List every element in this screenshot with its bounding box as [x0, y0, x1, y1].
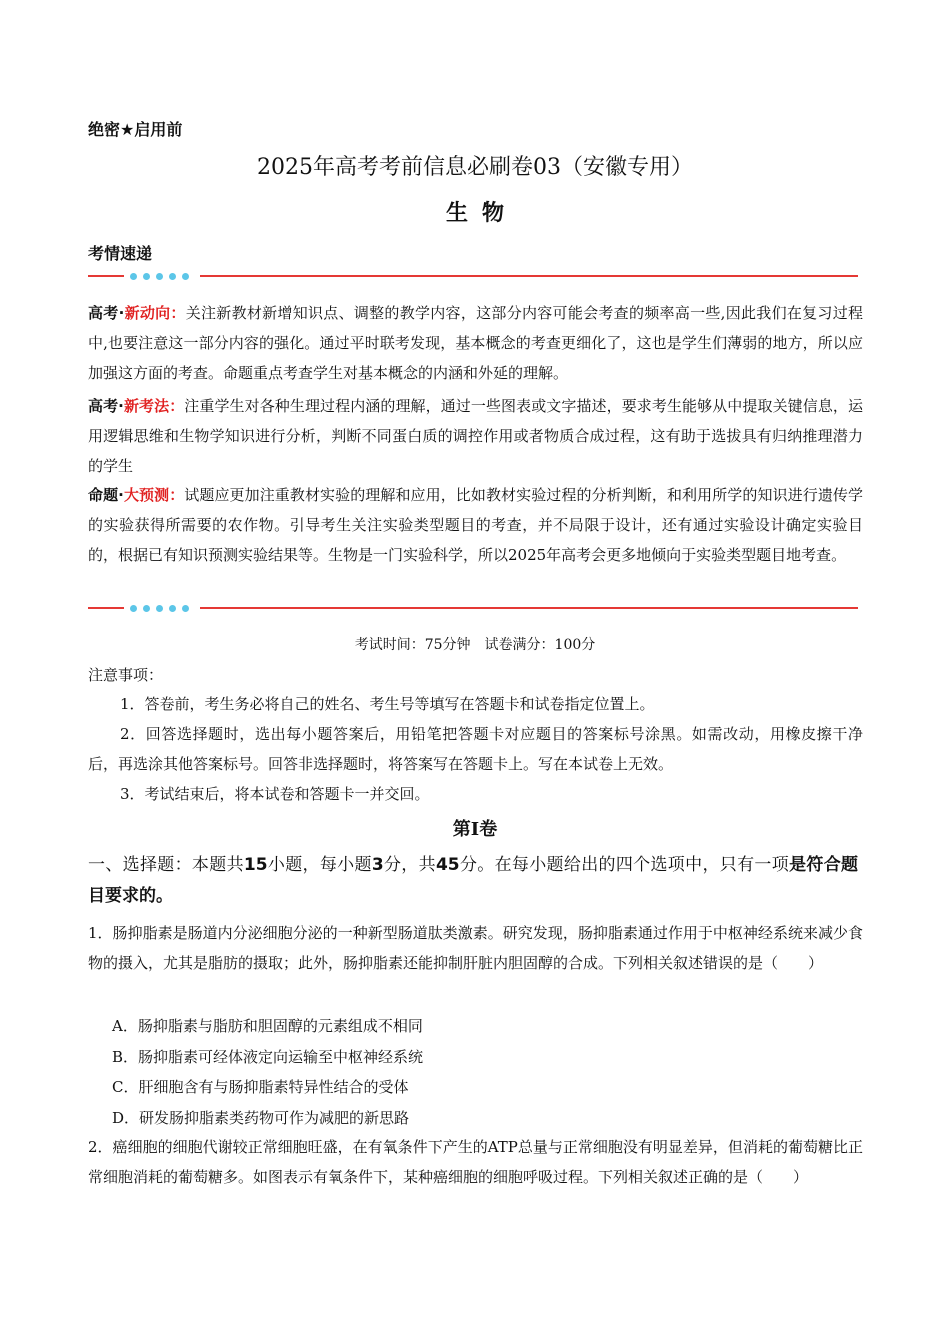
divider-bottom	[88, 603, 858, 613]
divider-dots	[130, 271, 194, 281]
dot-icon	[130, 605, 137, 612]
dot-icon	[156, 605, 163, 612]
section-instructions	[88, 850, 858, 912]
section-text: 小题，每小题	[267, 855, 372, 875]
divider-line-left	[88, 607, 124, 609]
score-total: 45	[435, 855, 460, 875]
overview-lead-highlight: 大预测：	[123, 486, 185, 504]
notice-title: 注意事项：	[88, 666, 164, 684]
notice-item: 2．回答选择题时，选出每小题答案后，用铅笔把答题卡对应题目的答案标号涂黑。如需改动，用橡皮擦干净后，再选涂其他答案标号。回答非选择题时，将答案写在答题卡上。写在本试卷上无效。	[88, 725, 863, 773]
dot-icon	[143, 273, 150, 280]
divider-dots	[130, 603, 194, 613]
notice-item: 3．考试结束后，将本试卷和答题卡一并交回。	[120, 785, 430, 803]
dot-icon	[182, 273, 189, 280]
overview-text: 注重学生对各种生理过程内涵的理解，通过一些图表或文字描述，要求考生能够从中提取关键信息，运用逻辑思维和生物学知识进行分析，判断不同蛋白质的调控作用或者物质合成过程，这有助于选拔具有归纳推理潜力的学生	[88, 397, 863, 475]
section-text: 一、选择题：本题共	[88, 855, 244, 875]
dot-icon	[130, 273, 137, 280]
divider-line-right	[200, 607, 858, 609]
question-1-option-d: D．研发肠抑脂素类药物可作为减肥的新思路	[112, 1109, 410, 1127]
section-text-bold: 是符合题目要求的。	[88, 855, 859, 906]
overview-heading: 考情速递	[88, 244, 153, 263]
question-1-option-c: C．肝细胞含有与肠抑脂素特异性结合的受体	[112, 1078, 409, 1096]
question-1-stem: 1．肠抑脂素是肠道内分泌细胞分泌的一种新型肠道肽类激素。研究发现，肠抑脂素通过作用于中枢神经系统来减少食物的摄入，尤其是脂肪的摄取；此外，肠抑脂素还能抑制肝脏内胆固醇的合成。下列相关叙述错误的是（ ）	[88, 924, 863, 972]
overview-lead-highlight: 新考法：	[123, 397, 185, 415]
dot-icon	[182, 605, 189, 612]
exam-title: 2025年高考考前信息必刷卷03（安徽专用）	[257, 155, 693, 180]
overview-lead: 命题·	[88, 486, 124, 504]
subject-title: 生物	[445, 201, 518, 226]
overview-item-prediction	[88, 480, 863, 570]
notice-item: 1．答卷前，考生务必将自己的姓名、考生号等填写在答题卡和试卷指定位置上。	[120, 695, 655, 713]
dot-icon	[169, 273, 176, 280]
divider-top	[88, 271, 858, 281]
question-2-stem: 2．癌细胞的细胞代谢较正常细胞旺盛，在有氧条件下产生的ATP总量与正常细胞没有明显差异，但消耗的葡萄糖比正常细胞消耗的葡萄糖多。如图表示有氧条件下，某种癌细胞的细胞呼吸过程。下列相关叙述正确的是（ ）	[88, 1138, 863, 1186]
score-each: 3	[371, 855, 384, 875]
dot-icon	[143, 605, 150, 612]
confidential-label: 绝密★启用前	[88, 120, 183, 139]
overview-text: 关注新教材新增知识点、调整的教学内容，这部分内容可能会考查的频率高一些,因此我们在复习过程中,也要注意这一部分内容的强化。通过平时联考发现，基本概念的考查更细化了，这也是学生们薄弱的地方，所以应加强这方面的考查。命题重点考查学生对基本概念的内涵和外延的理解。	[88, 304, 864, 382]
divider-line-right	[200, 275, 858, 277]
section-text: 分，共	[383, 855, 436, 875]
question-1-option-b: B．肠抑脂素可经体液定向运输至中枢神经系统	[112, 1048, 424, 1066]
section-text: 分。在每小题给出的四个选项中，只有一项	[459, 855, 790, 875]
question-1-option-a: A．肠抑脂素与脂肪和胆固醇的元素组成不相同	[112, 1017, 423, 1035]
volume-heading: 第I卷	[452, 819, 498, 840]
overview-lead-highlight: 新动向：	[124, 304, 186, 322]
question-count: 15	[243, 855, 268, 875]
overview-item-new-method	[88, 391, 863, 481]
exam-time-info: 考试时间：75分钟 试卷满分：100分	[354, 637, 596, 653]
overview-lead: 高考·	[88, 304, 125, 322]
dot-icon	[156, 273, 163, 280]
overview-text: 试题应更加注重教材实验的理解和应用，比如教材实验过程的分析判断，和利用所学的知识进行遗传学的实验获得所需要的农作物。引导考生关注实验类型题目的考查，并不局限于设计，还有通过实验设计确定实验目的，根据已有知识预测实验结果等。生物是一门实验科学，所以2025年高考会更多地倾向于实验类型题目地考查。	[88, 486, 863, 564]
overview-lead: 高考·	[88, 397, 124, 415]
dot-icon	[169, 605, 176, 612]
overview-item-new-trend	[88, 298, 863, 388]
divider-line-left	[88, 275, 124, 277]
